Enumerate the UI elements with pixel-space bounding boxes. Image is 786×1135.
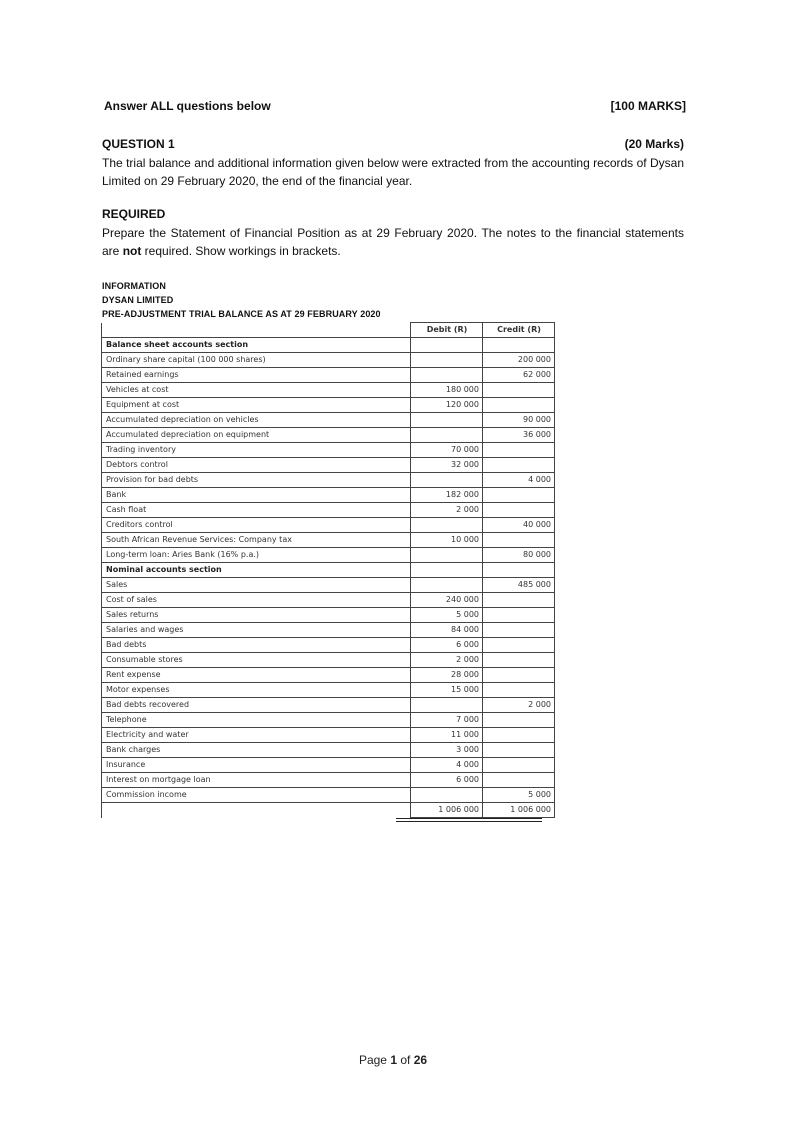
table-row	[102, 683, 555, 698]
trial-balance-table	[101, 322, 555, 818]
table-body	[102, 338, 555, 803]
row-debit: 15 000	[411, 683, 483, 698]
row-debit: 3 000	[411, 743, 483, 758]
header-description-cell	[102, 323, 411, 338]
table-row	[102, 638, 555, 653]
row-debit: 32 000	[411, 458, 483, 473]
row-debit	[411, 473, 483, 488]
row-credit	[483, 668, 555, 683]
table-row	[102, 698, 555, 713]
current-page: 1	[390, 1053, 397, 1067]
row-description: Electricity and water	[102, 728, 411, 743]
table-total-row	[102, 803, 555, 818]
header-credit: Credit (R)	[483, 323, 555, 338]
row-debit: 70 000	[411, 443, 483, 458]
row-credit	[483, 443, 555, 458]
table-row	[102, 653, 555, 668]
table-row	[102, 353, 555, 368]
table-row	[102, 503, 555, 518]
row-debit: 182 000	[411, 488, 483, 503]
table-row	[102, 488, 555, 503]
row-credit: 36 000	[483, 428, 555, 443]
row-description: Creditors control	[102, 518, 411, 533]
table-row	[102, 593, 555, 608]
required-text-emphasis: not	[122, 244, 142, 258]
table-row	[102, 473, 555, 488]
row-debit: 4 000	[411, 758, 483, 773]
row-description: Cost of sales	[102, 593, 411, 608]
total-debit: 1 006 000	[411, 803, 483, 818]
row-credit	[483, 458, 555, 473]
row-debit: 120 000	[411, 398, 483, 413]
row-description: Accumulated depreciation on equipment	[102, 428, 411, 443]
table-row	[102, 788, 555, 803]
header-debit: Debit (R)	[411, 323, 483, 338]
table-header-row	[102, 323, 555, 338]
row-debit: 5 000	[411, 608, 483, 623]
row-description: Long-term loan: Aries Bank (16% p.a.)	[102, 548, 411, 563]
row-debit	[411, 788, 483, 803]
row-description: South African Revenue Services: Company tax	[102, 533, 411, 548]
row-credit	[483, 623, 555, 638]
question-title: QUESTION 1	[102, 137, 175, 151]
total-pages: 26	[413, 1053, 428, 1067]
row-description: Rent expense	[102, 668, 411, 683]
row-debit	[411, 353, 483, 368]
table-row	[102, 428, 555, 443]
footer-of: of	[397, 1053, 414, 1067]
table-row	[102, 758, 555, 773]
row-credit	[483, 683, 555, 698]
table-section-row	[102, 563, 555, 578]
table-row	[102, 533, 555, 548]
row-debit: 28 000	[411, 668, 483, 683]
row-credit	[483, 728, 555, 743]
table-row	[102, 773, 555, 788]
row-description: Bad debts	[102, 638, 411, 653]
row-credit	[483, 713, 555, 728]
row-description: Telephone	[102, 713, 411, 728]
trial-balance-title: PRE-ADJUSTMENT TRIAL BALANCE AS AT 29 FEBRUARY 2020	[102, 309, 381, 319]
question-intro: The trial balance and additional information given below were extracted from the accounting records of Dysan Limited on 29 February 2020, the end of the financial year.	[102, 156, 684, 188]
row-debit	[411, 338, 483, 353]
row-debit	[411, 413, 483, 428]
row-description: Debtors control	[102, 458, 411, 473]
row-description: Provision for bad debts	[102, 473, 411, 488]
row-credit: 5 000	[483, 788, 555, 803]
row-description: Insurance	[102, 758, 411, 773]
required-text-part2: required. Show workings in brackets.	[141, 244, 341, 258]
row-description: Consumable stores	[102, 653, 411, 668]
table-section-row	[102, 338, 555, 353]
row-debit: 10 000	[411, 533, 483, 548]
row-description: Sales returns	[102, 608, 411, 623]
row-credit: 90 000	[483, 413, 555, 428]
row-debit: 11 000	[411, 728, 483, 743]
table-row	[102, 368, 555, 383]
row-credit: 2 000	[483, 698, 555, 713]
row-debit: 7 000	[411, 713, 483, 728]
row-description: Retained earnings	[102, 368, 411, 383]
row-credit: 4 000	[483, 473, 555, 488]
row-debit	[411, 578, 483, 593]
row-debit	[411, 548, 483, 563]
row-description: Equipment at cost	[102, 398, 411, 413]
row-credit	[483, 743, 555, 758]
row-debit: 240 000	[411, 593, 483, 608]
row-description: Commission income	[102, 788, 411, 803]
row-credit	[483, 758, 555, 773]
page-footer	[0, 1053, 786, 1067]
table-row	[102, 383, 555, 398]
company-name: DYSAN LIMITED	[102, 295, 174, 305]
row-credit: 80 000	[483, 548, 555, 563]
table-row	[102, 458, 555, 473]
row-debit: 2 000	[411, 653, 483, 668]
row-debit	[411, 428, 483, 443]
row-description: Vehicles at cost	[102, 383, 411, 398]
row-credit	[483, 638, 555, 653]
row-description: Bad debts recovered	[102, 698, 411, 713]
row-debit: 2 000	[411, 503, 483, 518]
row-debit: 6 000	[411, 638, 483, 653]
row-credit: 40 000	[483, 518, 555, 533]
row-description: Ordinary share capital (100 000 shares)	[102, 353, 411, 368]
row-credit	[483, 338, 555, 353]
row-description: Sales	[102, 578, 411, 593]
row-description: Trading inventory	[102, 443, 411, 458]
row-description: Motor expenses	[102, 683, 411, 698]
row-credit: 200 000	[483, 353, 555, 368]
row-credit	[483, 653, 555, 668]
row-description: Nominal accounts section	[102, 563, 411, 578]
row-credit	[483, 608, 555, 623]
row-credit	[483, 593, 555, 608]
footer-prefix: Page	[358, 1053, 391, 1067]
table-row	[102, 443, 555, 458]
row-credit	[483, 383, 555, 398]
table-row	[102, 578, 555, 593]
instructions-heading: Answer ALL questions below	[104, 99, 271, 113]
total-marks: [100 MARKS]	[610, 99, 686, 113]
row-debit	[411, 563, 483, 578]
row-description: Interest on mortgage loan	[102, 773, 411, 788]
question-marks: (20 Marks)	[624, 137, 684, 151]
total-credit: 1 006 000	[483, 803, 555, 818]
row-debit: 180 000	[411, 383, 483, 398]
row-debit	[411, 698, 483, 713]
row-description: Bank charges	[102, 743, 411, 758]
info-heading: INFORMATION	[102, 281, 166, 291]
required-text	[102, 224, 684, 260]
table-row	[102, 548, 555, 563]
row-credit	[483, 488, 555, 503]
total-label-cell	[102, 803, 411, 818]
table-row	[102, 668, 555, 683]
row-description: Cash float	[102, 503, 411, 518]
row-description: Bank	[102, 488, 411, 503]
table-row	[102, 608, 555, 623]
row-credit	[483, 533, 555, 548]
row-credit	[483, 563, 555, 578]
table-row	[102, 518, 555, 533]
row-credit: 62 000	[483, 368, 555, 383]
row-credit: 485 000	[483, 578, 555, 593]
row-debit	[411, 518, 483, 533]
total-double-underline	[396, 818, 542, 822]
required-heading: REQUIRED	[102, 207, 166, 221]
table-row	[102, 743, 555, 758]
row-credit	[483, 773, 555, 788]
row-debit: 6 000	[411, 773, 483, 788]
row-debit: 84 000	[411, 623, 483, 638]
row-description: Salaries and wages	[102, 623, 411, 638]
row-credit	[483, 503, 555, 518]
table-row	[102, 413, 555, 428]
row-debit	[411, 368, 483, 383]
row-credit	[483, 398, 555, 413]
row-description: Accumulated depreciation on vehicles	[102, 413, 411, 428]
table-row	[102, 728, 555, 743]
table-row	[102, 623, 555, 638]
table-row	[102, 398, 555, 413]
row-description: Balance sheet accounts section	[102, 338, 411, 353]
table-row	[102, 713, 555, 728]
required-text-part1: Prepare the Statement of Financial Position as at 29 February 2020. The notes to the financial statements are	[102, 226, 684, 258]
